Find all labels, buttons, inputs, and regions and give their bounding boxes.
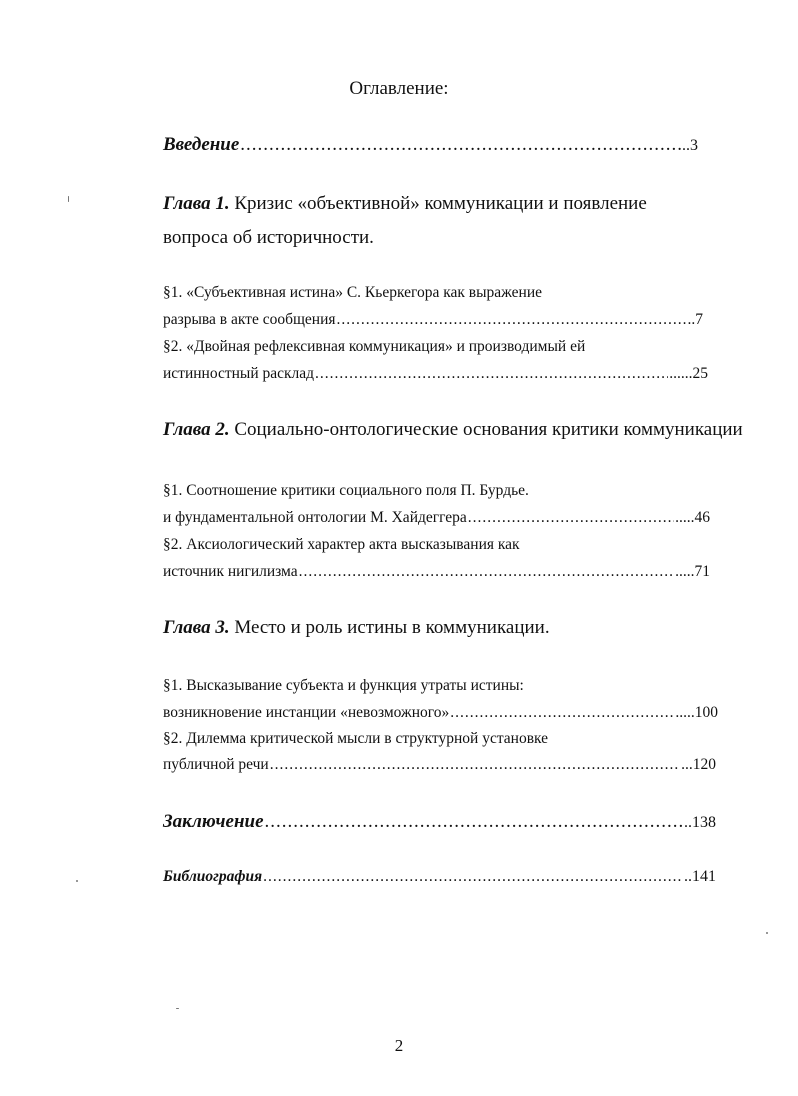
ch1-s1-page: ..7 [687,311,703,328]
chapter1-heading [163,193,647,215]
conclusion-label: Заключение [163,811,264,832]
ch2-s1-line1: §1. Соотношение критики социального поля П. Бурдье. [163,482,529,499]
toc-entry-intro [163,134,698,156]
intro-page: ..3 [682,137,698,154]
toc-entry-conclusion [163,811,716,833]
conclusion-page: ..138 [684,814,716,831]
toc-entry-ch1-s1 [163,311,703,329]
ch2-s1-line2: и фундаментальной онтологии М. Хайдеггера [163,509,467,526]
ch1-s1-line2: разрыва в акте сообщения [163,311,336,328]
dot-leader [315,365,668,383]
chapter1-title-line2: вопроса об историчности. [163,227,374,248]
ch1-s2-line1: §2. «Двойная рефлексивная коммуникация» и производимый ей [163,338,586,355]
toc-entry-bibliography [163,868,716,886]
ch2-s2-line1: §2. Аксиологический характер акта высказывания как [163,536,520,553]
dot-leader [337,311,687,329]
bibliography-page: ..141 [684,868,716,885]
dot-leader [263,868,683,886]
ch3-s1-line1: §1. Высказывание субъекта и функция утраты истины: [163,677,524,694]
ch1-s2-line2: истинностный расклад [163,365,315,382]
scan-speck [176,1008,179,1009]
chapter1-label: Глава 1. [163,193,230,214]
ch1-s2-page: ......25 [669,365,708,382]
chapter3-title-line1: Место и роль истины в коммуникации. [234,617,550,638]
ch3-s1-page: .....100 [675,704,718,721]
chapter3-label: Глава 3. [163,617,230,638]
chapter2-label: Глава 2. [163,419,230,440]
dot-leader [468,509,674,527]
chapter3-heading [163,617,550,639]
bibliography-label: Библиография [163,868,263,885]
toc-entry-ch1-s2 [163,365,708,383]
scan-speck [76,880,78,882]
toc-entry-ch2-s1 [163,509,710,527]
ch2-s2-page: .....71 [675,563,710,580]
ch3-s1-line2: возникновение инстанции «невозможного» [163,704,450,721]
dot-leader [270,756,680,774]
scan-speck [68,196,69,202]
ch3-s2-page: ...120 [681,756,716,773]
ch3-s2-line1: §2. Дилемма критической мысли в структурной установке [163,730,549,747]
ch3-s2-line2: публичной речи [163,756,269,773]
dot-leader [299,563,674,581]
toc-entry-ch3-s2 [163,756,716,774]
toc-entry-ch3-s1 [163,704,718,722]
ch2-s1-page: .....46 [675,509,710,526]
dot-leader [265,811,683,833]
scan-speck [766,932,768,934]
dot-leader [450,704,674,722]
chapter1-title-line1: Кризис «объективной» коммуникации и появление [234,193,647,214]
dot-leader [240,134,681,156]
ch1-s1-line1: §1. «Субъективная истина» С. Кьеркегора как выражение [163,284,543,301]
chapter2-title-line1: Социально-онтологические основания критики коммуникации [234,419,743,440]
toc-title: Оглавление: [349,78,449,99]
toc-entry-ch2-s2 [163,563,710,581]
chapter2-heading [163,419,743,441]
intro-label: Введение [163,134,240,155]
page-number: 2 [394,1036,404,1055]
ch2-s2-line2: источник нигилизма [163,563,298,580]
